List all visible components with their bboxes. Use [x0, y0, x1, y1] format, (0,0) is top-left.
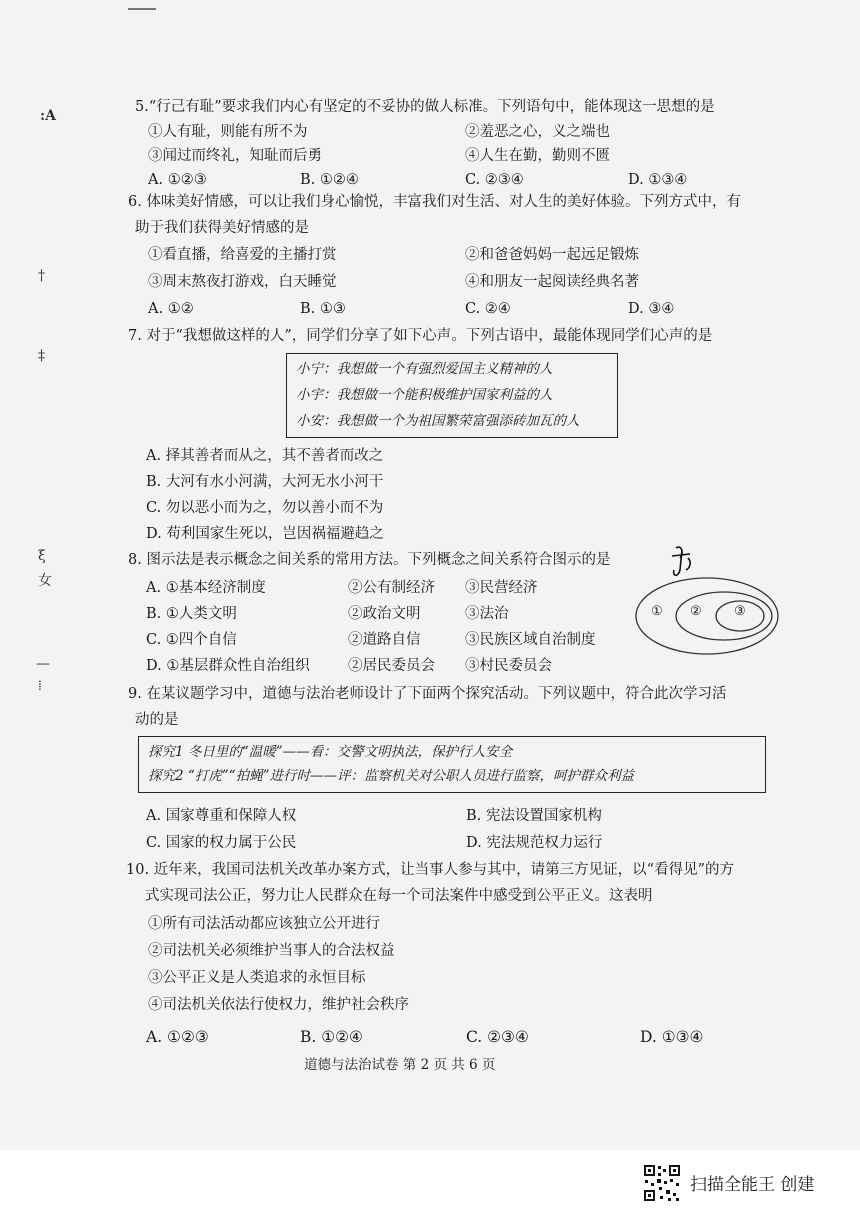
- q8-stem: 8. 图示法是表示概念之间关系的常用方法。下列概念之间关系符合图示的是: [128, 552, 611, 568]
- q5-statement-1: ①人有耻，则能有所不为: [148, 124, 308, 140]
- q8-option-b-2: ②政治文明: [348, 606, 421, 622]
- margin-mark: —: [36, 656, 50, 672]
- page-footer: 道德与法治试卷 第 2 页 共 6 页: [304, 1057, 496, 1073]
- q10-statement-2: ②司法机关必须维护当事人的合法权益: [148, 943, 395, 959]
- q9-option-a: A. 国家尊重和保障人权: [146, 808, 297, 824]
- q7-quote-1: 小宁：我想做一个有强烈爱国主义精神的人: [296, 361, 553, 377]
- q9-option-c: C. 国家的权力属于公民: [146, 835, 297, 851]
- q9-stem-line1: 9. 在某议题学习中，道德与法治老师设计了下面两个探究活动。下列议题中，符合此次学习活: [128, 686, 727, 702]
- q5-statement-4: ④人生在勤，勤则不匮: [465, 148, 610, 164]
- q5-stem: 5.“行己有耻”要求我们内心有坚定的不妥协的做人标准。下列语句中，能体现这一思想的是: [135, 99, 715, 115]
- margin-mark: ‡: [38, 348, 45, 364]
- q6-option-b: B. ①③: [300, 301, 346, 317]
- q10-statement-4: ④司法机关依法行使权力，维护社会秩序: [148, 997, 409, 1013]
- qr-code-icon: [642, 1163, 682, 1203]
- q6-option-c: C. ②④: [465, 301, 511, 317]
- q7-stem: 7. 对于“我想做这样的人”，同学们分享了如下心声。下列古语中，最能体现同学们心声的是: [128, 328, 713, 344]
- diagram-label-1: ①: [651, 604, 663, 619]
- q5-option-d: D. ①③④: [628, 172, 688, 188]
- q6-statement-3: ③周末熬夜打游戏，白天睡觉: [148, 274, 337, 290]
- q10-statement-3: ③公平正义是人类追求的永恒目标: [148, 970, 366, 986]
- margin-mark: ⁞: [38, 678, 42, 694]
- q9-stem-line2: 动的是: [135, 712, 179, 728]
- q8-option-a-2: ②公有制经济: [348, 580, 435, 596]
- q9-option-d: D. 宪法规范权力运行: [466, 835, 603, 851]
- q6-statement-2: ②和爸爸妈妈一起远足锻炼: [465, 247, 639, 263]
- q7-option-b: B. 大河有水小河满，大河无水小河干: [146, 474, 384, 490]
- q8-option-b-3: ③法治: [465, 606, 509, 622]
- q10-option-c: C. ②③④: [466, 1028, 529, 1046]
- q9-option-b: B. 宪法设置国家机构: [466, 808, 602, 824]
- margin-mark: 女: [38, 573, 52, 589]
- q10-option-d: D. ①③④: [640, 1028, 704, 1046]
- margin-mark: †: [38, 268, 45, 284]
- q7-quote-2: 小宇：我想做一个能积极维护国家利益的人: [296, 387, 553, 403]
- q7-quote-3: 小安：我想做一个为祖国繁荣富强添砖加瓦的人: [296, 413, 580, 429]
- scan-mark: [128, 8, 156, 10]
- q9-activity-2: 探究2 “打虎”“拍蝇”进行时——评：监察机关对公职人员进行监察，呵护群众利益: [148, 768, 634, 784]
- q6-statement-4: ④和朋友一起阅读经典名著: [465, 274, 639, 290]
- q8-option-c-1: C. ①四个自信: [146, 632, 237, 648]
- q7-option-d: D. 苟利国家生死以，岂因祸福避趋之: [146, 526, 384, 542]
- q6-stem-line2: 助于我们获得美好情感的是: [135, 220, 309, 236]
- q8-option-b-1: B. ①人类文明: [146, 606, 237, 622]
- q6-option-a: A. ①②: [148, 301, 194, 317]
- q8-option-c-3: ③民族区域自治制度: [465, 632, 596, 648]
- handwritten-mark: [672, 547, 690, 575]
- q10-option-a: A. ①②③: [146, 1028, 209, 1046]
- diagram-label-2: ②: [690, 604, 702, 619]
- q7-option-a: A. 择其善者而从之，其不善者而改之: [146, 448, 384, 464]
- q10-statement-1: ①所有司法活动都应该独立公开进行: [148, 916, 380, 932]
- q9-activity-1: 探究1 冬日里的“温暖”——看：交警文明执法，保护行人安全: [148, 744, 513, 760]
- q10-stem-line1: 10. 近年来，我国司法机关改革办案方式，让当事人参与其中，请第三方见证，以“看得见”的方: [126, 862, 734, 878]
- q5-statement-2: ②羞恶之心，义之端也: [465, 124, 610, 140]
- q10-option-b: B. ①②④: [300, 1028, 363, 1046]
- q5-statement-3: ③闻过而终礼，知耻而后勇: [148, 148, 322, 164]
- q7-option-c: C. 勿以恶小而为之，勿以善小而不为: [146, 500, 384, 516]
- q5-option-c: C. ②③④: [465, 172, 524, 188]
- q8-option-c-2: ②道路自信: [348, 632, 421, 648]
- q8-option-d-3: ③村民委员会: [465, 658, 552, 674]
- scanner-watermark: 扫描全能王 创建: [690, 1175, 815, 1195]
- q6-statement-1: ①看直播，给喜爱的主播打赏: [148, 247, 337, 263]
- q8-option-d-2: ②居民委员会: [348, 658, 435, 674]
- margin-mark: :A: [40, 108, 57, 124]
- nested-ellipse-diagram: [632, 540, 782, 660]
- q8-option-d-1: D. ①基层群众性自治组织: [146, 658, 310, 674]
- q8-option-a-3: ③民营经济: [465, 580, 538, 596]
- q10-stem-line2: 式实现司法公正，努力让人民群众在每一个司法案件中感受到公平正义。这表明: [145, 888, 653, 904]
- q6-stem-line1: 6. 体味美好情感，可以让我们身心愉悦，丰富我们对生活、对人生的美好体验。下列方式中，有: [128, 194, 741, 210]
- diagram-label-3: ③: [734, 604, 746, 619]
- q8-option-a-1: A. ①基本经济制度: [146, 580, 266, 596]
- q5-option-a: A. ①②③: [148, 172, 207, 188]
- q6-option-d: D. ③④: [628, 301, 675, 317]
- q5-option-b: B. ①②④: [300, 172, 359, 188]
- margin-mark: ξ: [38, 548, 46, 564]
